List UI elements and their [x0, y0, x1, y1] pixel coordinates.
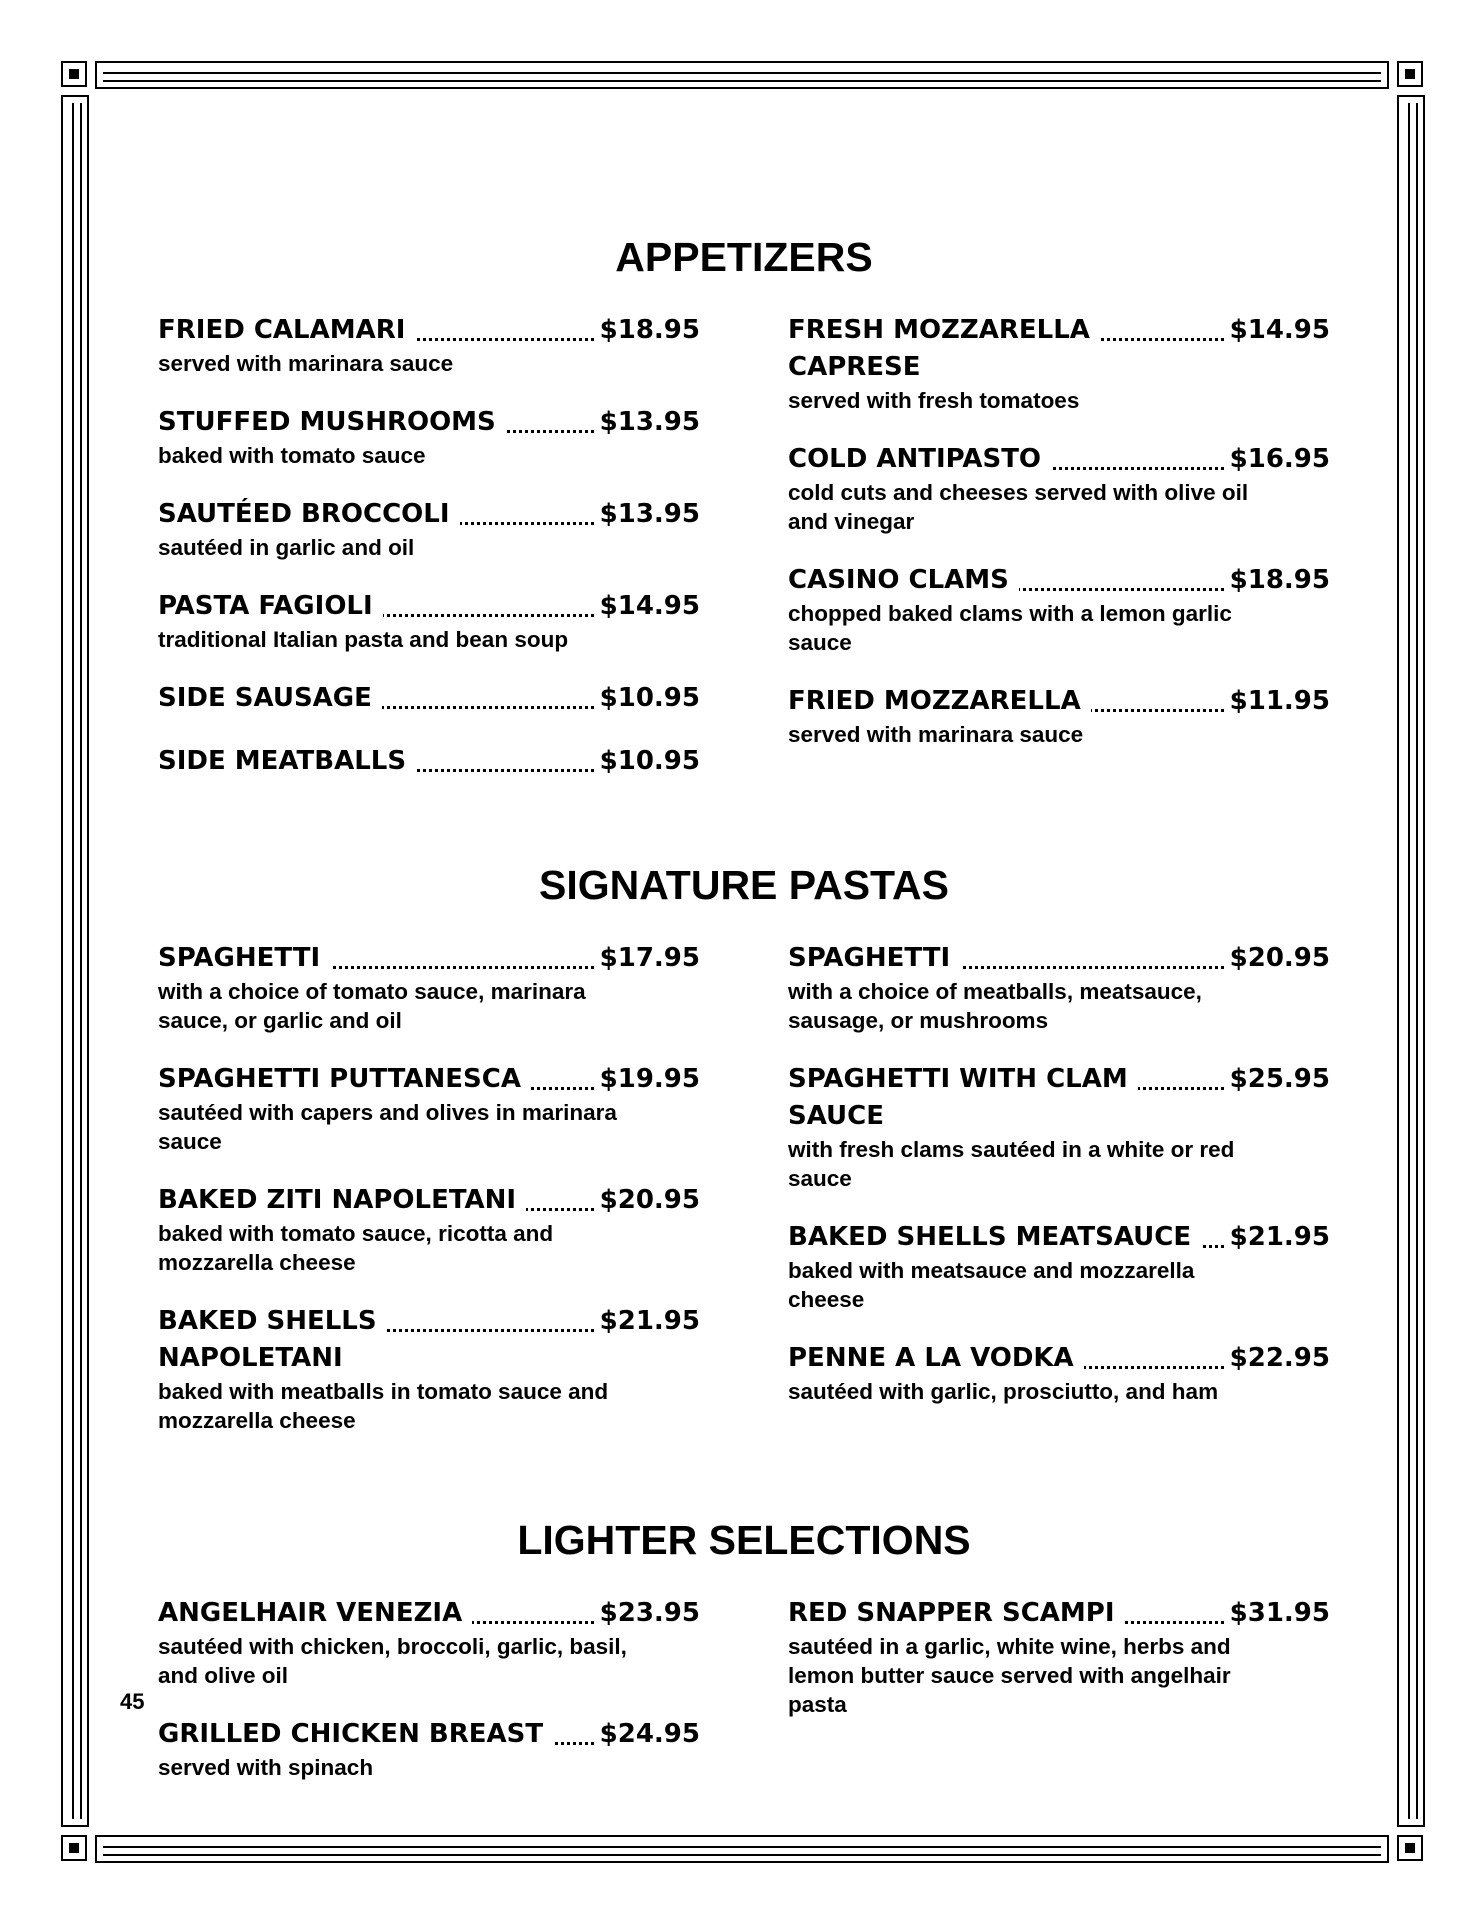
menu-item-price: $24.95 — [594, 1716, 700, 1753]
section-columns — [158, 940, 1330, 1461]
menu-item-name: BAKED SHELLS — [158, 1306, 387, 1336]
menu-item-name: PASTA FAGIOLI — [158, 591, 383, 621]
menu-item-name: BAKED SHELLS MEATSAUCE — [788, 1222, 1201, 1252]
menu-item-name-row — [158, 1061, 594, 1098]
menu-item-header — [158, 1061, 700, 1098]
menu-item-name: FRIED MOZZARELLA — [788, 686, 1091, 716]
menu-item-description: baked with meatballs in tomato sauce and mozzarella cheese — [158, 1379, 609, 1433]
menu-item-name-row — [788, 940, 1224, 977]
section-columns — [158, 1595, 1330, 1808]
frame-corner-bottom-right — [1397, 1835, 1423, 1861]
menu-item — [158, 496, 700, 562]
menu-item-price: $20.95 — [1224, 940, 1330, 977]
menu-item-price: $17.95 — [594, 940, 700, 977]
menu-item-price: $10.95 — [594, 743, 700, 780]
menu-item-name-row — [788, 562, 1224, 599]
menu-item-name-row — [158, 588, 594, 625]
frame-corner-bottom-left — [61, 1835, 87, 1861]
menu-item-price: $18.95 — [594, 312, 700, 349]
menu-item-name-row — [158, 743, 594, 780]
menu-item-name-row — [788, 1219, 1224, 1256]
menu-item — [788, 441, 1330, 536]
frame-corner-top-left — [61, 61, 87, 87]
menu-item-name: FRIED CALAMARI — [158, 315, 415, 345]
menu-item-price: $14.95 — [1224, 312, 1330, 349]
menu-item-name-row — [158, 1303, 594, 1340]
menu-item-price: $23.95 — [594, 1595, 700, 1632]
menu-item — [158, 1061, 700, 1156]
menu-item — [788, 562, 1330, 657]
menu-item-name-row — [788, 1595, 1224, 1632]
menu-item-price: $13.95 — [594, 404, 700, 441]
menu-item-description: with a choice of tomato sauce, marinara sauce, or garlic and oil — [158, 979, 586, 1033]
menu-item-price: $13.95 — [594, 496, 700, 533]
menu-item-name: FRESH MOZZARELLA — [788, 315, 1100, 345]
menu-item — [158, 1595, 700, 1690]
menu-item-description: served with spinach — [158, 1755, 374, 1780]
section-title: LIGHTER SELECTIONS — [517, 1517, 971, 1563]
menu-item-name-row — [158, 680, 594, 717]
section-title: SIGNATURE PASTAS — [538, 862, 950, 908]
menu-item-price: $25.95 — [1224, 1061, 1330, 1098]
menu-item-header — [158, 496, 700, 533]
frame-corner-top-right — [1397, 61, 1423, 87]
menu-item-header — [788, 441, 1330, 478]
menu-item-price: $19.95 — [594, 1061, 700, 1098]
menu-item-price: $22.95 — [1224, 1340, 1330, 1377]
menu-item-description: cold cuts and cheeses served with olive oil and vinegar — [788, 480, 1249, 534]
menu-item-header — [788, 1219, 1330, 1256]
menu-item-description: baked with meatsauce and mozzarella cheese — [788, 1258, 1195, 1312]
menu-item-name: COLD ANTIPASTO — [788, 444, 1051, 474]
menu-item-header — [788, 1340, 1330, 1377]
menu-item — [788, 683, 1330, 749]
menu-item — [788, 1219, 1330, 1314]
menu-item — [158, 1303, 700, 1435]
menu-item-header — [158, 1595, 700, 1632]
menu-item-name: BAKED ZITI NAPOLETANI — [158, 1185, 526, 1215]
menu-item-name-row — [788, 1340, 1224, 1377]
menu-item-name: PENNE A LA VODKA — [788, 1343, 1084, 1373]
menu-item-price: $10.95 — [594, 680, 700, 717]
menu-column-left — [158, 312, 700, 806]
menu-item-description: served with marinara sauce — [158, 351, 454, 376]
menu-item — [788, 1595, 1330, 1719]
menu-item-price: $31.95 — [1224, 1595, 1330, 1632]
menu-item-description: chopped baked clams with a lemon garlic sauce — [788, 601, 1232, 655]
menu-item-name: SIDE SAUSAGE — [158, 683, 382, 713]
menu-item-name: SPAGHETTI — [158, 943, 330, 973]
menu-item-header — [158, 1182, 700, 1219]
menu-item-header — [158, 743, 700, 780]
menu-item-name: STUFFED MUSHROOMS — [158, 407, 506, 437]
menu-item-header — [788, 1595, 1330, 1632]
menu-item-description: sautéed with chicken, broccoli, garlic, basil, and olive oil — [158, 1634, 627, 1688]
menu-item-header — [788, 940, 1330, 977]
page-number: 45 — [120, 1689, 145, 1714]
menu-item — [158, 680, 700, 717]
menu-item-description: baked with tomato sauce — [158, 443, 426, 468]
menu-item — [158, 312, 700, 378]
menu-item-name-continued: NAPOLETANI — [158, 1343, 343, 1373]
menu-item-name: SPAGHETTI — [788, 943, 960, 973]
menu-item-name-row — [158, 312, 594, 349]
menu-item-price: $21.95 — [1224, 1219, 1330, 1256]
menu-item — [788, 312, 1330, 415]
menu-item-description: sautéed with capers and olives in marinara sauce — [158, 1100, 617, 1154]
menu-item-header — [158, 940, 700, 977]
menu-item — [788, 1340, 1330, 1406]
menu-item — [158, 1182, 700, 1277]
menu-item-header — [158, 1716, 700, 1753]
menu-item-name: RED SNAPPER SCAMPI — [788, 1598, 1125, 1628]
menu-item-price: $18.95 — [1224, 562, 1330, 599]
menu-item-header — [158, 680, 700, 717]
menu-column-right — [788, 940, 1330, 1461]
menu-column-left — [158, 940, 700, 1461]
menu-item-name-row — [158, 496, 594, 533]
menu-item-name-row — [788, 312, 1224, 349]
menu-item-name: GRILLED CHICKEN BREAST — [158, 1719, 553, 1749]
menu-item-name: SPAGHETTI WITH CLAM — [788, 1064, 1138, 1094]
menu-item-name-row — [788, 441, 1224, 478]
menu-item — [788, 940, 1330, 1035]
menu-item-name: SPAGHETTI PUTTANESCA — [158, 1064, 531, 1094]
menu-item — [158, 743, 700, 780]
menu-item-header — [158, 1303, 700, 1340]
menu-column-left — [158, 1595, 700, 1808]
frame-border-left — [61, 95, 89, 1827]
menu-item-name: CASINO CLAMS — [788, 565, 1019, 595]
menu-item-header — [158, 588, 700, 625]
menu-item-header — [788, 312, 1330, 349]
menu-item-price: $21.95 — [594, 1303, 700, 1340]
menu-item-name-row — [158, 404, 594, 441]
menu-item-name: SIDE MEATBALLS — [158, 746, 416, 776]
menu-item-header — [788, 562, 1330, 599]
menu-item-name: SAUTÉED BROCCOLI — [158, 499, 460, 529]
menu-item-header — [158, 404, 700, 441]
menu-item — [788, 1061, 1330, 1193]
menu-item-price: $11.95 — [1224, 683, 1330, 720]
menu-item — [158, 404, 700, 470]
menu-item-description: served with marinara sauce — [788, 722, 1084, 747]
menu-item-name-row — [158, 1182, 594, 1219]
frame-border-top — [95, 61, 1389, 89]
menu-item-header — [158, 312, 700, 349]
menu-item-description: sautéed in garlic and oil — [158, 535, 415, 560]
menu-section — [158, 860, 1330, 1461]
menu-item-description: served with fresh tomatoes — [788, 388, 1080, 413]
menu-item-header — [788, 1061, 1330, 1098]
section-columns — [158, 312, 1330, 806]
menu-item-name-continued: SAUCE — [788, 1101, 885, 1131]
menu-item-description: traditional Italian pasta and bean soup — [158, 627, 569, 652]
menu-item-header — [788, 683, 1330, 720]
menu-item-description: sautéed in a garlic, white wine, herbs and lemon butter sauce served with angelhair pasta — [788, 1634, 1231, 1717]
menu-item-description: sautéed with garlic, prosciutto, and ham — [788, 1379, 1219, 1404]
menu-item-name-row — [158, 1595, 594, 1632]
menu-item-name-row — [788, 1061, 1224, 1098]
menu-item — [158, 588, 700, 654]
menu-item-price: $14.95 — [594, 588, 700, 625]
menu-content — [158, 232, 1330, 1862]
menu-item-description: with fresh clams sautéed in a white or red sauce — [788, 1137, 1235, 1191]
frame-border-right — [1397, 95, 1425, 1827]
menu-column-right — [788, 1595, 1330, 1808]
menu-section — [158, 1515, 1330, 1808]
menu-item-description: baked with tomato sauce, ricotta and mozzarella cheese — [158, 1221, 554, 1275]
menu-item-name-row — [158, 1716, 594, 1753]
menu-item-name-row — [158, 940, 594, 977]
menu-item-price: $20.95 — [594, 1182, 700, 1219]
menu-item-description: with a choice of meatballs, meatsauce, sausage, or mushrooms — [788, 979, 1202, 1033]
menu-column-right — [788, 312, 1330, 806]
menu-item-name: ANGELHAIR VENEZIA — [158, 1598, 472, 1628]
menu-item-name-continued: CAPRESE — [788, 352, 921, 382]
menu-item — [158, 940, 700, 1035]
menu-item-name-row — [788, 683, 1224, 720]
section-title: APPETIZERS — [615, 234, 873, 280]
menu-section — [158, 232, 1330, 806]
menu-item — [158, 1716, 700, 1782]
menu-item-price: $16.95 — [1224, 441, 1330, 478]
